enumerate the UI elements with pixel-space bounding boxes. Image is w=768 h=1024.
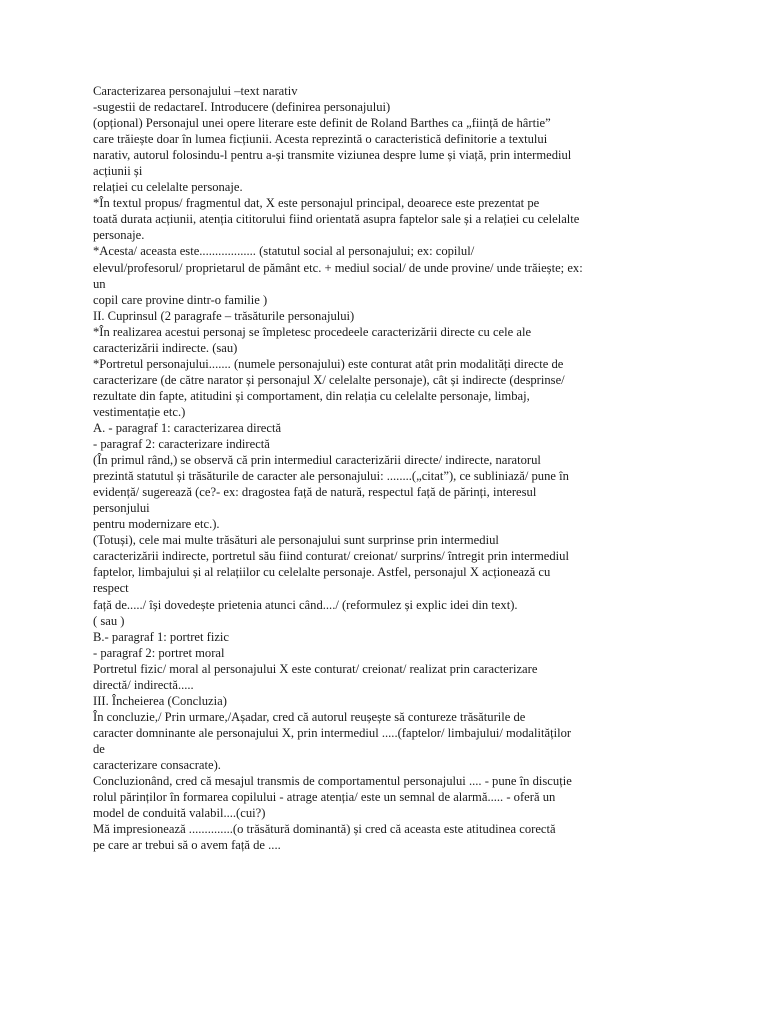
- paragraph-line: rezultate din fapte, atitudini și comportament, din relația cu celelalte personaje, limbaj,: [93, 388, 530, 403]
- paragraph-line: personaje.: [93, 228, 145, 243]
- paragraph-line: elevul/profesorul/ proprietarul de pământ etc. + mediul social/ de unde provine/ unde trăiește; ex:: [93, 260, 583, 275]
- paragraph-line: respect: [93, 581, 129, 596]
- paragraph-line: personjului: [93, 501, 150, 516]
- paragraph-line: caracterizare (de către narator și personajul X/ celelalte personaje), cât și indirecte (desprinse/: [93, 372, 565, 387]
- paragraph-line: un: [93, 276, 106, 291]
- paragraph-line: relației cu celelalte personaje.: [93, 180, 243, 195]
- paragraph-line: *În realizarea acestui personaj se împletesc procedeele caracterizării directe cu cele ale: [93, 324, 532, 339]
- paragraph-line: față de...../ își dovedește prietenia atunci când..../ (reformulez și explic idei din text).: [93, 597, 518, 612]
- paragraph-line: În concluzie,/ Prin urmare,/Așadar, cred că autorul reușește să contureze trăsăturile de: [93, 709, 526, 724]
- section-heading: -sugestii de redactareI. Introducere (definirea personajului): [93, 100, 391, 115]
- paragraph-line: caracterizării indirecte. (sau): [93, 340, 238, 355]
- paragraph-line: ( sau ): [93, 613, 125, 628]
- paragraph-line: (În primul rând,) se observă că prin intermediul caracterizării directe/ indirecte, naratorul: [93, 453, 541, 468]
- paragraph-line: (opțional) Personajul unei opere literare este definit de Roland Barthes ca „ființă de hârtie”: [93, 116, 551, 131]
- paragraph-line: narativ, autorul folosindu-l pentru a-și transmite viziunea despre lume și viață, prin intermediul: [93, 148, 572, 163]
- paragraph-line: prezintă statutul și trăsăturile de caracter ale personajului: ........(„citat”), ce subliniază/ pune în: [93, 469, 569, 484]
- paragraph-line: Concluzionând, cred că mesajul transmis de comportamentul personajului .... - pune în discuție: [93, 774, 572, 789]
- paragraph-line: evidență/ sugerează (ce?- ex: dragostea față de natură, respectul față de părinți, interesul: [93, 485, 537, 500]
- paragraph-line: care trăiește doar în lumea ficțiunii. Acesta reprezintă o caracteristică definitorie a textului: [93, 132, 548, 147]
- paragraph-line: directă/ indirectă.....: [93, 677, 194, 692]
- paragraph-line: toată durata acțiunii, atenția cititorului fiind orientată asupra faptelor sale și a relației cu celelalte: [93, 212, 580, 227]
- paragraph-line: caracterizare consacrate).: [93, 757, 221, 772]
- paragraph-line: caracterizării indirecte, portretul său fiind conturat/ creionat/ surprins/ întregit prin intermediul: [93, 549, 569, 564]
- subsection-heading: A. - paragraf 1: caracterizarea directă: [93, 420, 282, 435]
- paragraph-line: *Portretul personajului....... (numele personajului) este conturat atât prin modalități directe de: [93, 356, 564, 371]
- subsection-heading: - paragraf 2: portret moral: [93, 645, 225, 660]
- paragraph-line: copil care provine dintr-o familie ): [93, 292, 268, 307]
- subsection-heading: B.- paragraf 1: portret fizic: [93, 629, 230, 644]
- paragraph-line: *Acesta/ aceasta este.................. (statutul social al personajului; ex: copilul/: [93, 244, 475, 259]
- paragraph-line: (Totuși), cele mai multe trăsături ale personajului sunt surprinse prin intermediul: [93, 533, 499, 548]
- paragraph-line: pe care ar trebui să o avem față de ....: [93, 838, 281, 853]
- paragraph-line: caracter domninante ale personajului X, prin intermediul .....(faptelor/ limbajului/ modalităților: [93, 725, 572, 740]
- paragraph-line: Portretul fizic/ moral al personajului X este conturat/ creionat/ realizat prin caracterizare: [93, 661, 538, 676]
- paragraph-line: de: [93, 741, 105, 756]
- paragraph-line: Mă impresionează ..............(o trăsătură dominantă) și cred că aceasta este atitudinea corectă: [93, 822, 556, 837]
- paragraph-line: *În textul propus/ fragmentul dat, X este personajul principal, deoarece este prezentat pe: [93, 196, 540, 211]
- paragraph-line: faptelor, limbajului și al relațiilor cu celelalte personaje. Astfel, personajul X acționează cu: [93, 565, 551, 580]
- section-heading: III. Încheierea (Concluzia): [93, 693, 227, 708]
- subsection-heading: - paragraf 2: caracterizare indirectă: [93, 437, 270, 452]
- paragraph-line: rolul părinților în formarea copilului - atrage atenția/ este un semnal de alarmă..... - oferă un: [93, 790, 556, 805]
- paragraph-line: acțiunii și: [93, 164, 143, 179]
- paragraph-line: vestimentație etc.): [93, 404, 186, 419]
- document-body: [93, 83, 693, 853]
- paragraph-line: model de conduită valabil....(cui?): [93, 806, 266, 821]
- paragraph-line: pentru modernizare etc.).: [93, 517, 220, 532]
- document-title: Caracterizarea personajului –text narativ: [93, 84, 298, 98]
- section-heading: II. Cuprinsul (2 paragrafe – trăsăturile personajului): [93, 308, 355, 323]
